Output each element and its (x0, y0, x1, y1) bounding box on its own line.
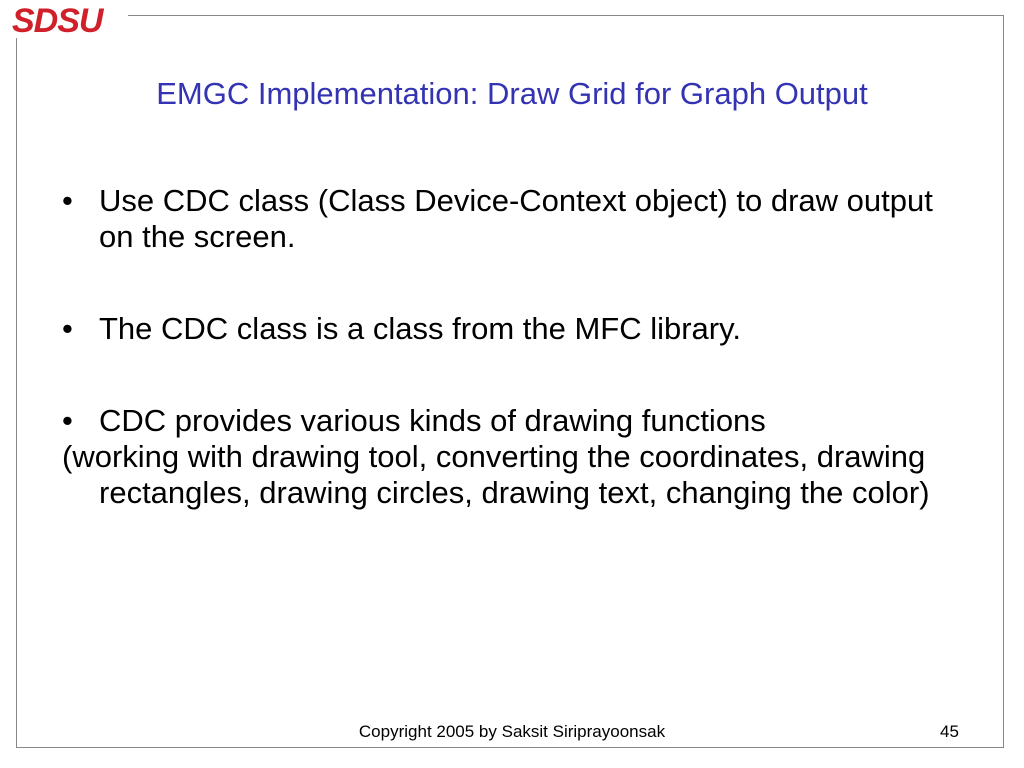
sdsu-logo-mark (10, 2, 128, 38)
bullet-text-1: Use CDC class (Class Device-Context object) to draw output on the screen. (99, 183, 933, 254)
bullet-item-2 (62, 311, 962, 347)
bullet-text-3: CDC provides various kinds of drawing functions (99, 403, 766, 438)
page-number: 45 (940, 722, 959, 741)
spacer (62, 347, 962, 403)
bullet-icon: • (62, 183, 73, 218)
bullet-text-2: The CDC class is a class from the MFC library. (99, 311, 741, 346)
spacer (62, 255, 962, 311)
bullet-icon: • (62, 311, 73, 346)
footer-copyright: Copyright 2005 by Saksit Siriprayoonsak (358, 722, 666, 741)
slide-body (62, 183, 962, 511)
slide-title: EMGC Implementation: Draw Grid for Graph Output (156, 76, 868, 111)
bullet-icon: • (62, 403, 73, 438)
detail-paragraph: (working with drawing tool, converting the coordinates, drawing rectangles, drawing circles, drawing text, changing the color) (62, 439, 930, 510)
bullet-item-1 (62, 183, 962, 255)
sdsu-logo (10, 2, 128, 38)
bullet-item-3 (62, 403, 962, 439)
logo-text: SDSU (12, 2, 103, 38)
